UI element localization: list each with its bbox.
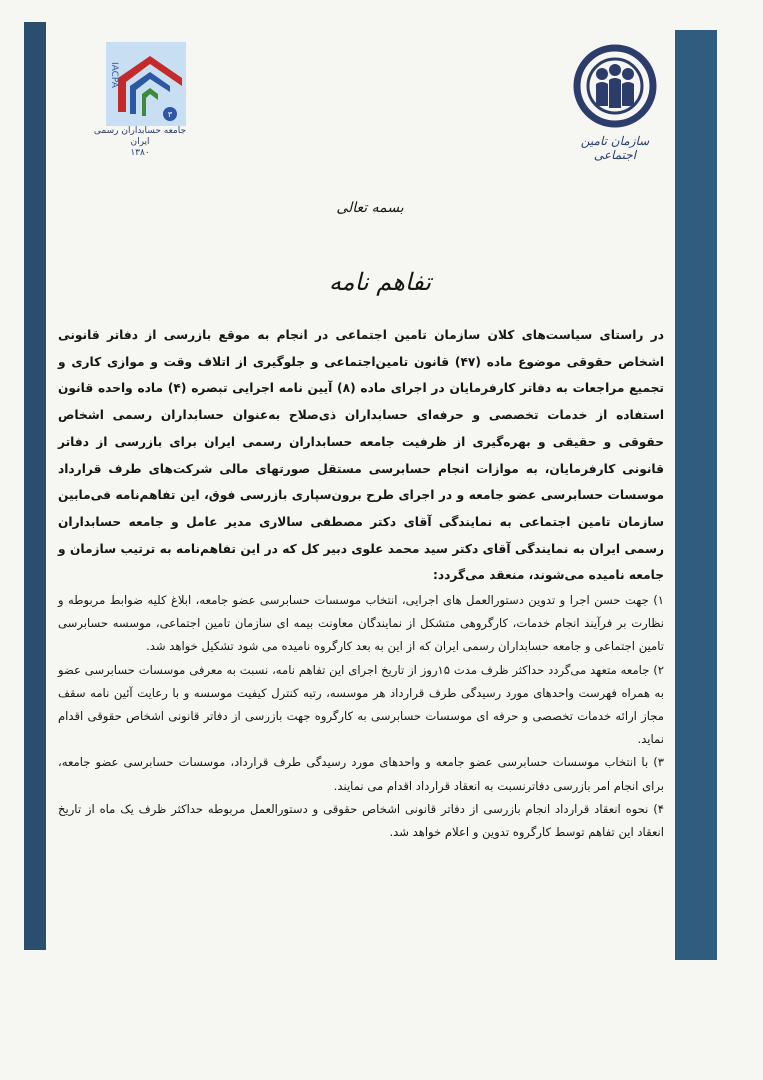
left-margin-bar: [24, 22, 46, 950]
clause-4: ۴) نحوه انعقاد قرارداد انجام بازرسی از دفاتر قانونی اشخاص حقوقی و دستورالعمل مربوطه حداکثر ظرف یک ماه از تاریخ انعقاد این تفاهم توسط کارگروه تدوین و اعلام خواهد شد.: [58, 801, 664, 840]
intro-paragraph: در راستای سیاست‌های کلان سازمان تامین اجتماعی در انجام به موقع بازرسی از دفاتر قانونی اشخاص حقوقی موضوع ماده (۴۷) قانون تامین‌اجتماعی و جلوگیری از اتلاف وقت و موازی کاری و تجمیع مراجعات به دفاتر کارفرمایان در اجرای ماده (۸) آیین نامه اجرایی تبصره (۴) ماده واحده قانون استفاده از خدمات تخصصی و حرفه‌ای حسابداران ذی‌صلاح به‌عنوان حسابداران رسمی اشخاص حقوقی و حقیقی و بهره‌گیری از ظرفیت جامعه حسابداران رسمی ایران برای بازرسی از دفاتر قانونی کارفرمایان، به موازات انجام حسابرسی مستقل صورتهای مالی شرکت‌های طرف قرارداد موسسات حسابرسی عضو جامعه و در اجرای طرح برون‌سپاری بازرسی فوق، این تفاهم‌نامه فی‌مابین سازمان تامین اجتماعی به نمایندگی آقای دکتر مصطفی سالاری مدیر عامل و جامعه حسابداران رسمی ایران به نمایندگی آقای دکتر سید محمد علوی دبیر کل که در این تفاهم‌نامه به ترتیب سازمان و جامعه نامیده می‌شوند، منعقد می‌گردد:: [58, 328, 664, 583]
left-logo-year: ۱۳۸۰: [130, 148, 150, 158]
basmala-heading: بسمه تعالی: [336, 200, 404, 216]
clause-3: ۳) با انتخاب موسسات حسابرسی عضو جامعه و واحدهای مورد رسیدگی طرف قرارداد، موسسات حسابرسی عضو جامعه، برای انجام امر بازرسی دفاترنسبت به انعقاد قرارداد اقدام می نمایند.: [58, 755, 664, 793]
right-margin-bar: [675, 30, 717, 960]
document-body: [58, 322, 664, 844]
svg-text:۳: ۳: [167, 110, 173, 119]
clause-2: ۲) جامعه متعهد می‌گردد حداکثر ظرف مدت ۱۵روز از تاریخ اجرای این تفاهم نامه، نسبت به معرفی موسسات حسابرسی عضو به همراه فهرست واحدهای مورد رسیدگی طرف قرارداد هر موسسه، رتبه کنترل کیفیت موسسه و با رعایت آئین نامه سقف مجاز ارائه خدمات تخصصی و حرفه ای موسسات حسابرسی به کارگروه جهت بازرسی از دفاتر قانونی اشخاص حقوقی اقدام نماید.: [58, 662, 664, 747]
logo-letters: IACPA: [109, 62, 119, 88]
right-logo-caption: سازمان تامین اجتماعی: [580, 134, 650, 162]
left-logo-caption: [85, 126, 195, 159]
document-title: تفاهم نامه: [328, 268, 432, 296]
tamin-ejtemaei-logo-icon: [572, 44, 658, 128]
clause-1: ۱) جهت حسن اجرا و تدوین دستورالعمل های اجرایی، انتخاب موسسات حسابرسی عضو جامعه، ابلاغ کلیه ضوابط مربوطه و نظارت بر فرآیند انجام خدمات، کارگروهی متشکل از نمایندگان معاونت بیمه ای سازمان تامین اجتماعی، موسسه حسابرسی تامین اجتماعی و جامعه حسابداران رسمی ایران که از این به بعد کارگروه نامیده می شود تشکیل خواهد شد.: [58, 593, 664, 654]
left-logo-name: جامعه حسابداران رسمی ایران: [93, 126, 187, 147]
